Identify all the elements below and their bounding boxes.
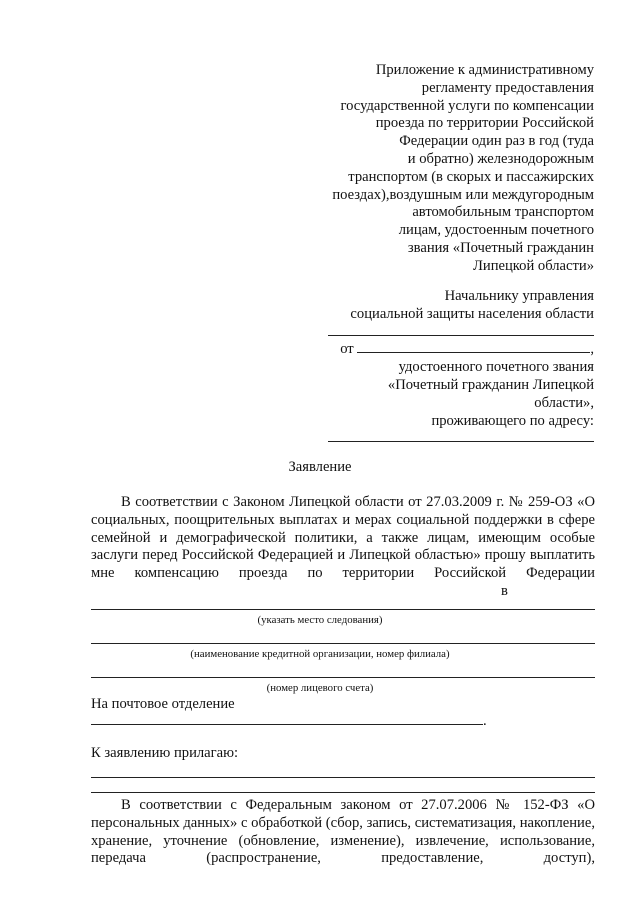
appendix-line: транспортом (в скорых и пассажирских: [348, 168, 594, 185]
addressee-blank-field[interactable]: [328, 324, 594, 342]
addressee-line2: социальной защиты населения области: [350, 305, 594, 322]
address-blank-field[interactable]: [328, 430, 594, 448]
appendix-line: проезда по территории Российской: [375, 115, 594, 132]
bank-caption: (наименование кредитной организации, номер филиала): [190, 648, 450, 660]
from-blank-field[interactable]: [357, 342, 590, 353]
attachments-label: К заявлению прилагаю:: [91, 745, 239, 761]
appendix-line: звания «Почетный гражданин: [407, 239, 594, 256]
appendix-line: поездах),воздушным или междугородным: [332, 186, 594, 203]
from-label: от: [340, 341, 354, 358]
from-row: [328, 341, 594, 359]
paragraph-request-text: В соответствии с Законом Липецкой области от 27.03.2009 г. № 259-ОЗ «О социальных, поощрительных выплатах и мерах социальной поддержки в сфере семейной и демографической политики, а также лицам, имеющим особые заслуги перед Российской Федерацией и Липецкой областью» прошу выплатить мне компенсацию проезда по территории Российской Федерации: [91, 494, 595, 582]
appendix-line: лицам, удостоенным почетного: [398, 222, 594, 239]
appendix-line: Федерации один раз в год (туда: [399, 133, 594, 150]
account-caption: (номер лицевого счета): [266, 682, 374, 694]
post-office-field[interactable]: [91, 714, 483, 725]
appendix-line: государственной услуги по компенсации: [340, 97, 594, 114]
paragraph-request: [91, 494, 595, 601]
address-label: проживающего по адресу:: [431, 412, 594, 429]
appendix-line: автомобильным транспортом: [412, 204, 594, 221]
post-office-label: На почтовое отделение: [91, 696, 235, 712]
destination-caption: (указать место следования): [257, 614, 383, 626]
appendix-header: [332, 62, 594, 276]
addressee-block: [328, 288, 594, 448]
account-field[interactable]: [91, 677, 595, 678]
post-office-end: .: [483, 713, 487, 729]
attachments-field-1[interactable]: [91, 777, 595, 778]
attachments-field-2[interactable]: [91, 792, 595, 793]
addressee-line1: Начальнику управления: [444, 288, 594, 304]
title-line3: области»,: [534, 394, 594, 411]
title-line1: удостоенного почетного звания: [398, 359, 594, 376]
bank-field[interactable]: [91, 643, 595, 644]
title-line2: «Почетный гражданин Липецкой: [387, 376, 594, 393]
appendix-line: регламенту предоставления: [421, 79, 594, 96]
document-title: Заявление: [288, 459, 352, 475]
appendix-line: и обратно) железнодорожным: [407, 150, 594, 167]
post-office-row: [91, 713, 487, 730]
paragraph-consent: В соответствии с Федеральным законом от 27.07.2006 № 152-ФЗ «О персональных данных» с обработкой (сбор, запись, систематизация, накопление, хранение, уточнение (обновление, изменение), извлечение, использование, передача (распространение, предоставление, доступ),: [91, 797, 595, 867]
appendix-line: Приложение к административному: [375, 62, 594, 78]
from-end: ,: [590, 341, 594, 358]
destination-field[interactable]: [91, 609, 595, 610]
paragraph-request-end: в: [501, 582, 508, 599]
appendix-line: Липецкой области»: [473, 257, 594, 274]
